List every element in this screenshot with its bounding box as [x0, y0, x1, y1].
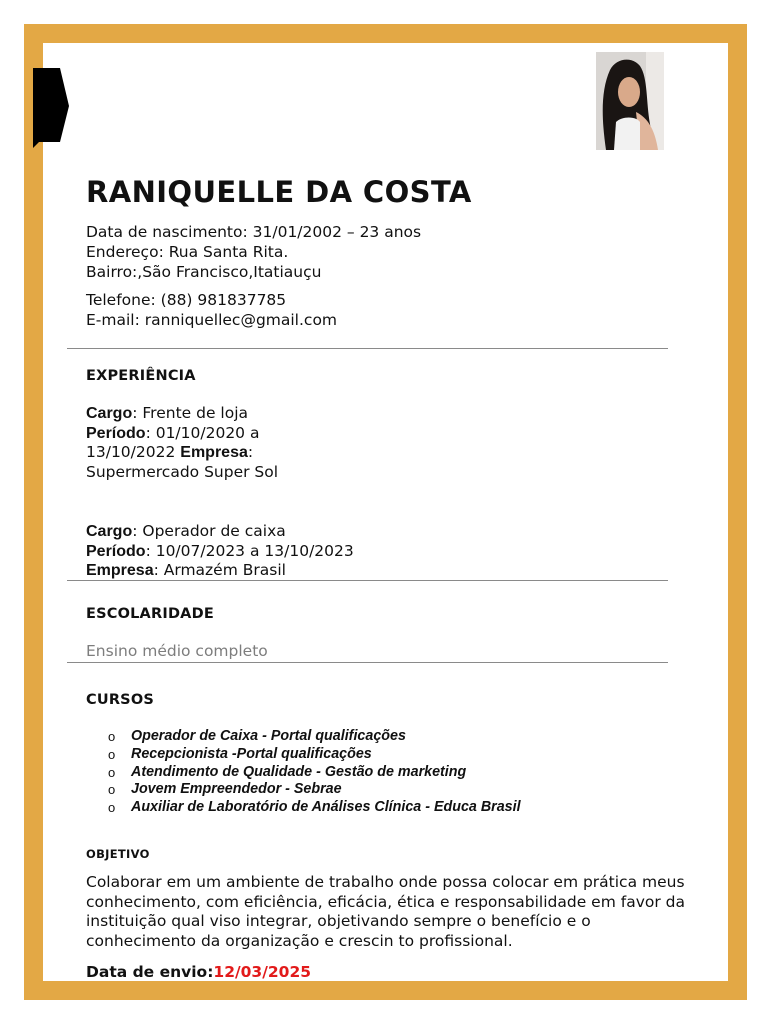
- birth-date: Data de nascimento: 31/01/2002 – 23 anos: [86, 223, 422, 241]
- divider: [67, 662, 668, 663]
- list-item: o Operador de Caixa - Portal qualificações: [108, 728, 406, 744]
- courses-heading: CURSOS: [86, 692, 154, 708]
- address: Endereço: Rua Santa Rita.: [86, 243, 289, 261]
- experience-job-2: [86, 522, 426, 581]
- profile-photo: [596, 52, 664, 150]
- cargo-label: Cargo: [86, 405, 133, 422]
- list-item: o Auxiliar de Laboratório de Análises Clínica - Educa Brasil: [108, 799, 521, 816]
- empresa-label: Empresa: [86, 562, 154, 579]
- education-value: Ensino médio completo: [86, 642, 268, 660]
- periodo-label: Período: [86, 542, 146, 560]
- cargo-value: : Operador de caixa: [132, 522, 286, 540]
- email: E-mail: ranniquellec@gmail.com: [86, 311, 338, 329]
- contact-info: [86, 290, 337, 330]
- send-date-line: [86, 963, 311, 981]
- experience-job-1: [86, 404, 316, 482]
- empresa-value: : Armazém Brasil: [153, 561, 286, 579]
- courses-list: [108, 728, 521, 817]
- periodo-label: Período: [86, 424, 146, 442]
- education-heading: ESCOLARIDADE: [86, 606, 214, 622]
- cargo-value: : Frente de loja: [132, 404, 248, 422]
- bullet-icon: o: [108, 800, 116, 816]
- divider: [67, 348, 668, 349]
- bullet-icon: o: [108, 782, 116, 798]
- empresa-value: : Supermercado Super Sol: [86, 443, 279, 481]
- empresa-label: Empresa: [180, 444, 248, 461]
- objective-text: Colaborar em um ambiente de trabalho onde possa colocar em prática meus conhecimento, com eficiência, eficácia, ética e responsabilidade em favor da instituição qual viso integrar, objetivando sempre o benefício e o conhecimento da organização e crescin to profissional.: [86, 873, 685, 950]
- send-date-value: 12/03/2025: [213, 963, 312, 981]
- personal-info: [86, 222, 421, 282]
- periodo-value: : 01/10/2020 a 13/10/2022: [86, 423, 260, 461]
- black-pentagon-tab-icon: [33, 68, 69, 148]
- objective-heading: OBJETIVO: [86, 847, 150, 861]
- list-item: o Atendimento de Qualidade - Gestão de marketing: [108, 763, 467, 780]
- cargo-label: Cargo: [86, 523, 133, 540]
- candidate-name: RANIQUELLE DA COSTA: [86, 175, 472, 209]
- periodo-value: : 10/07/2023 a 13/10/2023: [145, 541, 354, 560]
- list-item: o Recepcionista -Portal qualificações: [108, 745, 372, 762]
- list-item: o Jovem Empreendedor - Sebrae: [108, 781, 342, 798]
- phone: Telefone: (88) 981837785: [86, 291, 287, 309]
- send-date-label: Data de envio:: [86, 963, 214, 981]
- bullet-icon: o: [108, 746, 116, 762]
- district: Bairro:,São Francisco,Itatiauçu: [86, 263, 322, 281]
- bullet-icon: o: [108, 729, 116, 744]
- bullet-icon: o: [108, 764, 116, 780]
- experience-heading: EXPERIÊNCIA: [86, 368, 196, 384]
- divider: [67, 580, 668, 581]
